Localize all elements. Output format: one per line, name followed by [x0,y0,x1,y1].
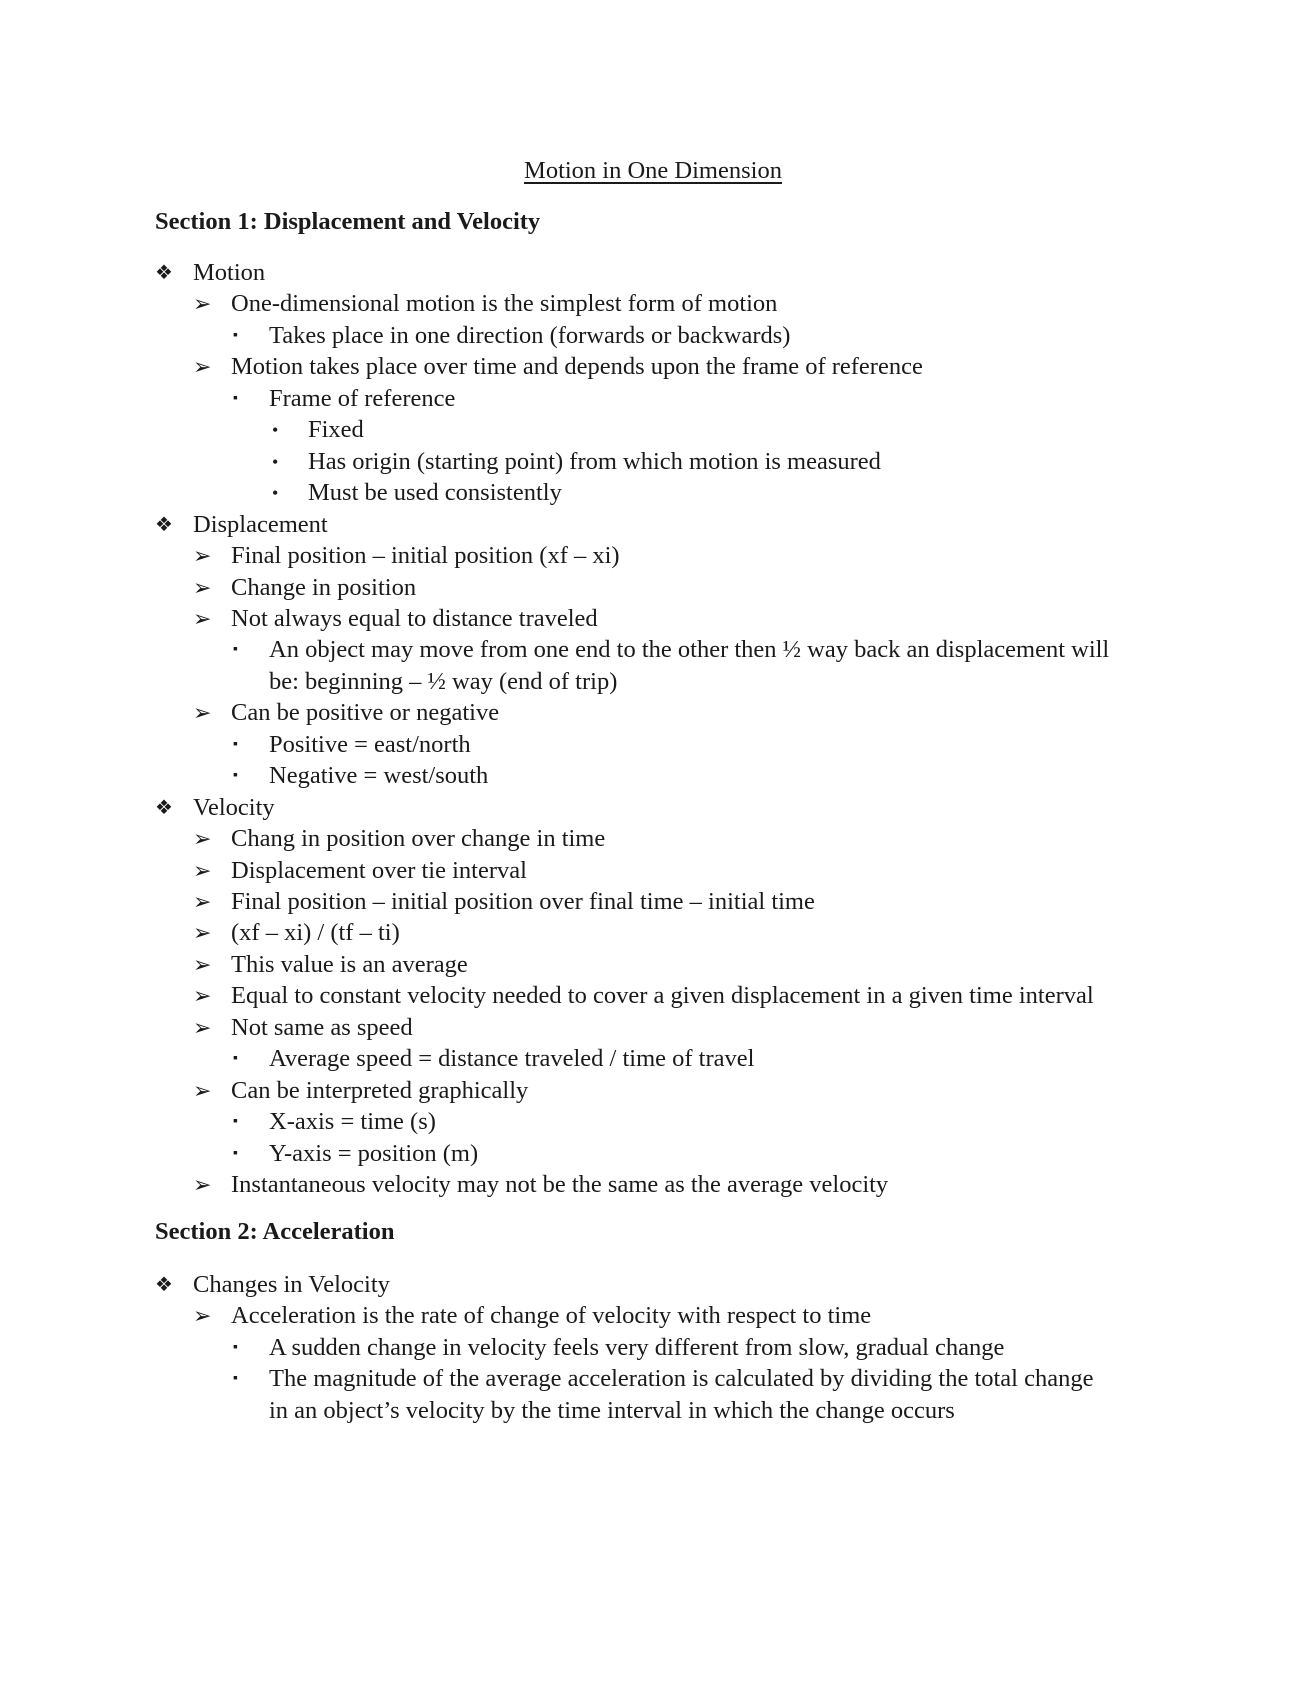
square-bullet-icon: ▪ [233,1145,238,1161]
list-item-text: Instantaneous velocity may not be the same as the average velocity [231,1171,889,1199]
arrow-bullet-icon: ➢ [193,291,212,317]
list-item [0,822,1306,856]
arrow-bullet-icon: ➢ [193,574,212,600]
list-item-text: in an object’s velocity by the time interval in which the change occurs [269,1396,955,1424]
list-item-text: Acceleration is the rate of change of velocity with respect to time [231,1302,872,1330]
list-item-text: (xf – xi) / (tf – ti) [231,919,400,947]
list-item [0,759,1306,793]
list-item-text: Must be used consistently [308,479,562,507]
dot-bullet-icon: • [272,420,279,441]
list-item-text: Negative = west/south [269,762,489,790]
square-bullet-icon: ▪ [233,1051,238,1067]
diamond-bullet-icon: ❖ [155,1274,173,1296]
list-item-text: Frame of reference [269,384,456,412]
list-item-text: Can be interpreted graphically [231,1076,529,1104]
list-item-text: Final position – initial position over final time – initial time [231,888,815,915]
list-item [0,948,1306,982]
list-item [0,602,1306,636]
list-item-text: One-dimensional motion is the simplest form of motion [231,290,778,318]
list-item [0,1137,1306,1171]
section-heading-1: Section 1: Displacement and Velocity [155,208,541,235]
list-item-text: Final position – initial position (xf – xi) [231,542,620,570]
list-item-text: Not same as speed [231,1013,413,1041]
list-item-text: Displacement [193,510,328,538]
list-item [0,1105,1306,1139]
list-item-text: This value is an average [231,950,468,978]
diamond-bullet-icon: ❖ [155,796,173,819]
list-item-text: Average speed = distance traveled / time of travel [269,1045,755,1073]
list-item-text: Positive = east/north [269,730,471,758]
list-item-text: The magnitude of the average acceleration is calculated by dividing the total change [269,1365,1094,1393]
list-item-text: Takes place in one direction (forwards or backwards) [269,321,791,349]
list-item [0,256,1306,290]
list-item [0,1168,1306,1202]
arrow-bullet-icon: ➢ [193,857,212,883]
list-item-text: Can be positive or negative [231,699,500,727]
diamond-bullet-icon: ❖ [155,513,173,536]
square-bullet-icon: ▪ [233,390,238,406]
list-item-text: X-axis = time (s) [269,1108,436,1136]
list-item-text: be: beginning – ½ way (end of trip) [269,667,618,695]
list-item [0,287,1306,321]
list-item [0,665,1306,699]
list-item-text: Has origin (starting point) from which motion is measured [308,447,881,475]
list-item-text: Changes in Velocity [193,1271,390,1298]
list-item [0,696,1306,730]
list-item-text: A sudden change in velocity feels very different from slow, gradual change [269,1333,1005,1361]
list-item [0,885,1306,919]
diamond-bullet-icon: ❖ [155,262,173,284]
list-item-text: Chang in position over change in time [231,825,606,853]
list-item [0,539,1306,573]
arrow-bullet-icon: ➢ [193,1303,212,1329]
list-item [0,854,1306,888]
arrow-bullet-icon: ➢ [193,1014,212,1040]
list-item-text: Not always equal to distance traveled [231,604,598,632]
list-item-text: Fixed [308,416,364,444]
list-item-text: An object may move from one end to the other then ½ way back an displacement will [269,636,1110,664]
list-item [0,350,1306,384]
arrow-bullet-icon: ➢ [193,983,212,1009]
square-bullet-icon: ▪ [233,1371,238,1387]
arrow-bullet-icon: ➢ [193,951,212,977]
list-item [0,728,1306,762]
list-item [0,319,1306,353]
arrow-bullet-icon: ➢ [193,889,212,914]
list-item [0,382,1306,416]
square-bullet-icon: ▪ [233,1339,238,1355]
square-bullet-icon: ▪ [233,1114,238,1130]
list-item [0,1074,1306,1108]
dot-bullet-icon: • [272,483,279,504]
arrow-bullet-icon: ➢ [193,1077,212,1103]
list-item [0,1042,1306,1076]
arrow-bullet-icon: ➢ [193,1172,212,1198]
list-item-text: Change in position [231,573,417,601]
square-bullet-icon: ▪ [233,327,238,343]
list-item-text: Equal to constant velocity needed to cover a given displacement in a given time interval [231,982,1094,1010]
document-title: Motion in One Dimension [524,157,782,184]
square-bullet-icon: ▪ [233,768,238,784]
list-item-text: Velocity [193,793,275,821]
list-item [0,476,1306,510]
arrow-bullet-icon: ➢ [193,605,212,631]
list-item-text: Y-axis = position (m) [269,1139,479,1167]
list-item [0,916,1306,950]
list-item-text: Motion takes place over time and depends upon the frame of reference [231,353,923,381]
list-item [0,1299,1306,1333]
list-item [0,791,1306,825]
list-item-text: Displacement over tie interval [231,856,527,884]
list-item [0,979,1306,1013]
list-item [0,508,1306,542]
list-item [0,571,1306,605]
list-item [0,413,1306,447]
list-item [0,1331,1306,1365]
arrow-bullet-icon: ➢ [193,354,212,380]
section-heading-2: Section 2: Acceleration [155,1218,395,1245]
square-bullet-icon: ▪ [233,736,238,752]
square-bullet-icon: ▪ [233,642,238,658]
list-item [0,1394,1306,1428]
dot-bullet-icon: • [272,451,279,472]
arrow-bullet-icon: ➢ [193,543,212,569]
list-item [0,633,1306,667]
arrow-bullet-icon: ➢ [193,826,212,852]
list-item [0,1268,1306,1302]
arrow-bullet-icon: ➢ [193,920,212,946]
list-item [0,1011,1306,1045]
arrow-bullet-icon: ➢ [193,700,212,726]
list-item [0,1362,1306,1396]
list-item [0,445,1306,479]
list-item-text: Motion [193,259,266,286]
